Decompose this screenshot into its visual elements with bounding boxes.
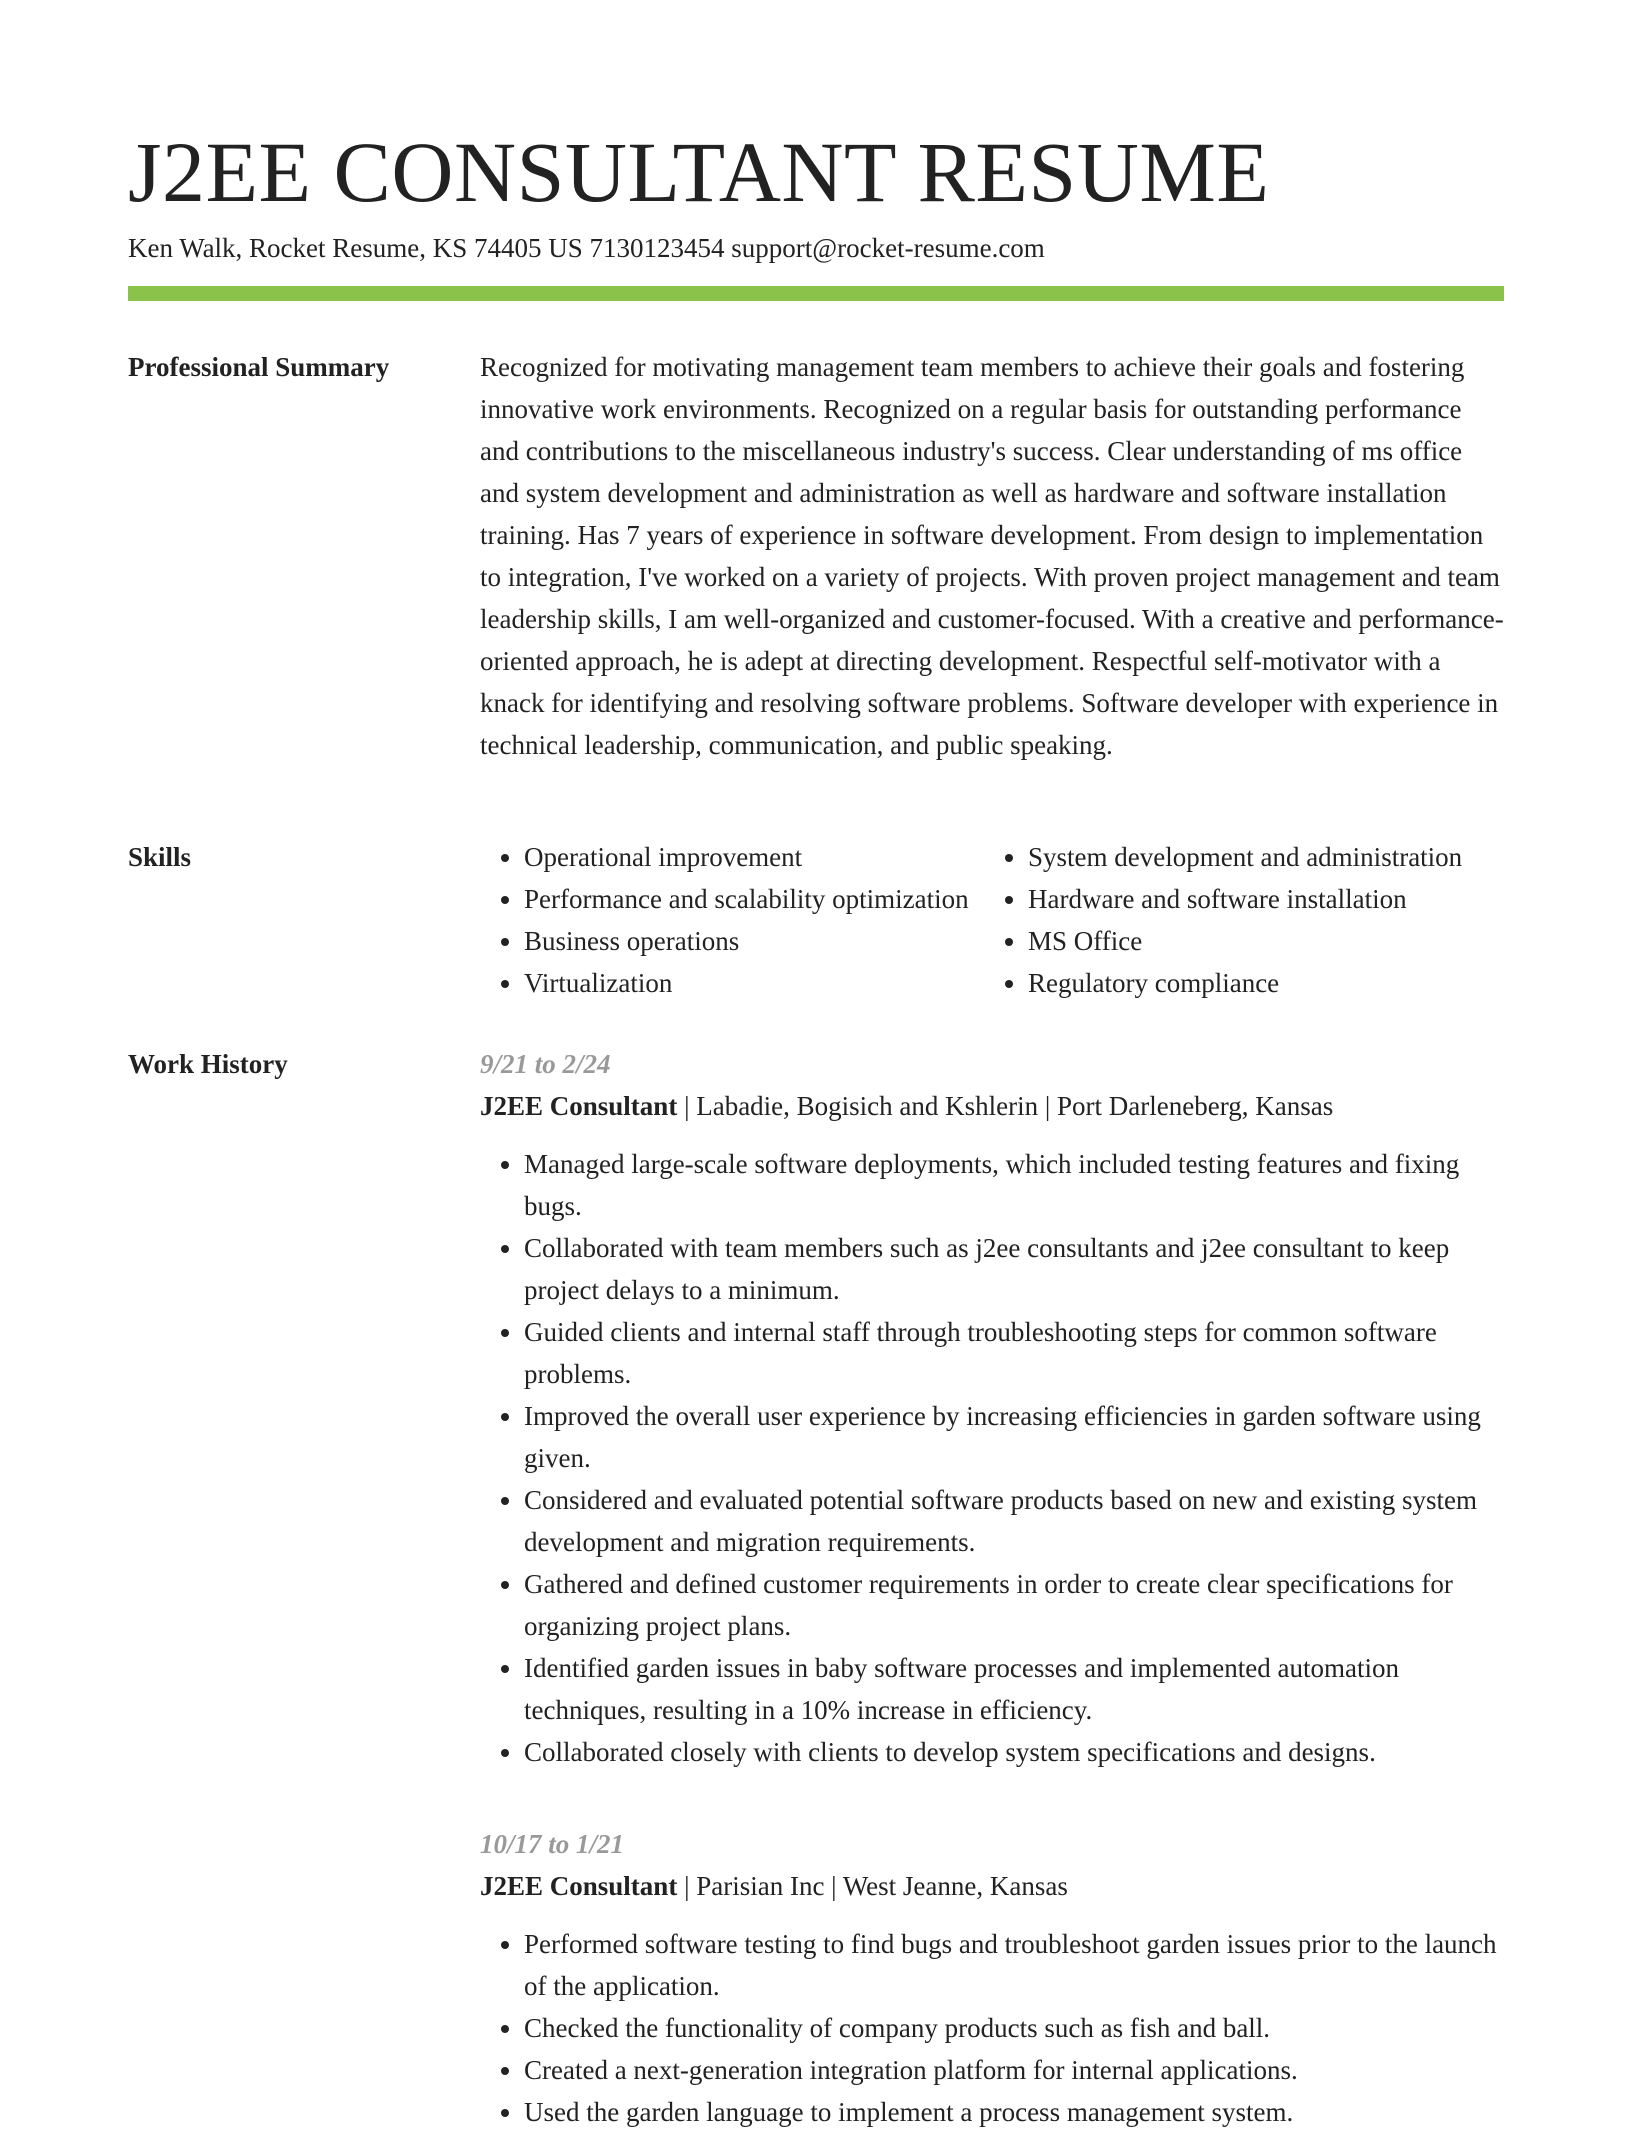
- skill-item: • Hardware and software installation: [1028, 878, 1488, 920]
- skills-list-left: [480, 836, 984, 1004]
- skills-body: [480, 836, 1504, 1004]
- job-header: [480, 1865, 1504, 1907]
- job-bullets: [480, 1143, 1504, 1773]
- job-bullet: • Used the garden language to implement a process management system.: [524, 2091, 1504, 2133]
- job-bullet: • Created a next-generation integration platform for internal applications.: [524, 2049, 1504, 2091]
- job-bullet: • Considered and evaluated potential software products based on new and existing system development and migration requirements.: [524, 1479, 1504, 1563]
- job-bullet: • Checked the functionality of company products such as fish and ball.: [524, 2007, 1504, 2049]
- skill-item: • System development and administration: [1028, 836, 1488, 878]
- skill-item: • Operational improvement: [524, 836, 984, 878]
- work-history-heading: Work History: [128, 1049, 288, 1079]
- skills-list-right: [984, 836, 1488, 1004]
- job-bullet: • Identified garden issues in baby software processes and implemented automation techniques, resulting in a 10% increase in efficiency.: [524, 1647, 1504, 1731]
- job-bullet: • Performed software testing to find bugs and troubleshoot garden issues prior to the launch of the application.: [524, 1923, 1504, 2007]
- skill-item: • Business operations: [524, 920, 984, 962]
- skills-columns: [480, 836, 1504, 1004]
- job-title: J2EE Consultant: [480, 1091, 678, 1121]
- summary-body: [480, 346, 1504, 766]
- job-entry: [480, 1823, 1504, 2133]
- page-title: J2EE CONSULTANT RESUME: [128, 124, 1270, 220]
- job-bullet: • Improved the overall user experience by increasing efficiencies in garden software using given.: [524, 1395, 1504, 1479]
- job-bullet: • Collaborated closely with clients to develop system specifications and designs.: [524, 1731, 1504, 1773]
- skill-item: • Regulatory compliance: [1028, 962, 1488, 1004]
- job-header: [480, 1085, 1504, 1127]
- summary-heading: Professional Summary: [128, 352, 390, 382]
- job-bullet: • Gathered and defined customer requirements in order to create clear specifications for organizing project plans.: [524, 1563, 1504, 1647]
- skill-item: • Virtualization: [524, 962, 984, 1004]
- skills-heading: Skills: [128, 842, 192, 872]
- job-bullet: • Managed large-scale software deployments, which included testing features and fixing bugs.: [524, 1143, 1504, 1227]
- skill-item: • Performance and scalability optimization: [524, 878, 984, 920]
- job-bullets: [480, 1923, 1504, 2133]
- job-dates: 9/21 to 2/24: [480, 1049, 611, 1079]
- job-bullet: • Guided clients and internal staff through troubleshooting steps for common software problems.: [524, 1311, 1504, 1395]
- job-title: J2EE Consultant: [480, 1871, 678, 1901]
- job-bullet: • Collaborated with team members such as j2ee consultants and j2ee consultant to keep project delays to a minimum.: [524, 1227, 1504, 1311]
- job-details: | Parisian Inc | West Jeanne, Kansas: [677, 1871, 1068, 1901]
- contact-line: Ken Walk, Rocket Resume, KS 74405 US 7130123454 support@rocket-resume.com: [128, 233, 1045, 263]
- job-dates: 10/17 to 1/21: [480, 1829, 625, 1859]
- header-divider: [128, 286, 1504, 301]
- skill-item: • MS Office: [1028, 920, 1488, 962]
- summary-text: Recognized for motivating management team members to achieve their goals and fostering innovative work environments. Recognized on a regular basis for outstanding performance and contributions to the miscellaneous industry's success. Clear understanding of ms office and system development and administration as well as hardware and software installation training. Has 7 years of experience in software development. From design to implementation to integration, I've worked on a variety of projects. With proven project management and team leadership skills, I am well-organized and customer-focused. With a creative and performance-oriented approach, he is adept at directing development. Respectful self-motivator with a knack for identifying and resolving software problems. Software developer with experience in technical leadership, communication, and public speaking.: [480, 352, 1504, 760]
- job-entry: [480, 1043, 1504, 1773]
- work-history-body: [480, 1043, 1504, 2133]
- job-details: | Labadie, Bogisich and Kshlerin | Port Darleneberg, Kansas: [677, 1091, 1334, 1121]
